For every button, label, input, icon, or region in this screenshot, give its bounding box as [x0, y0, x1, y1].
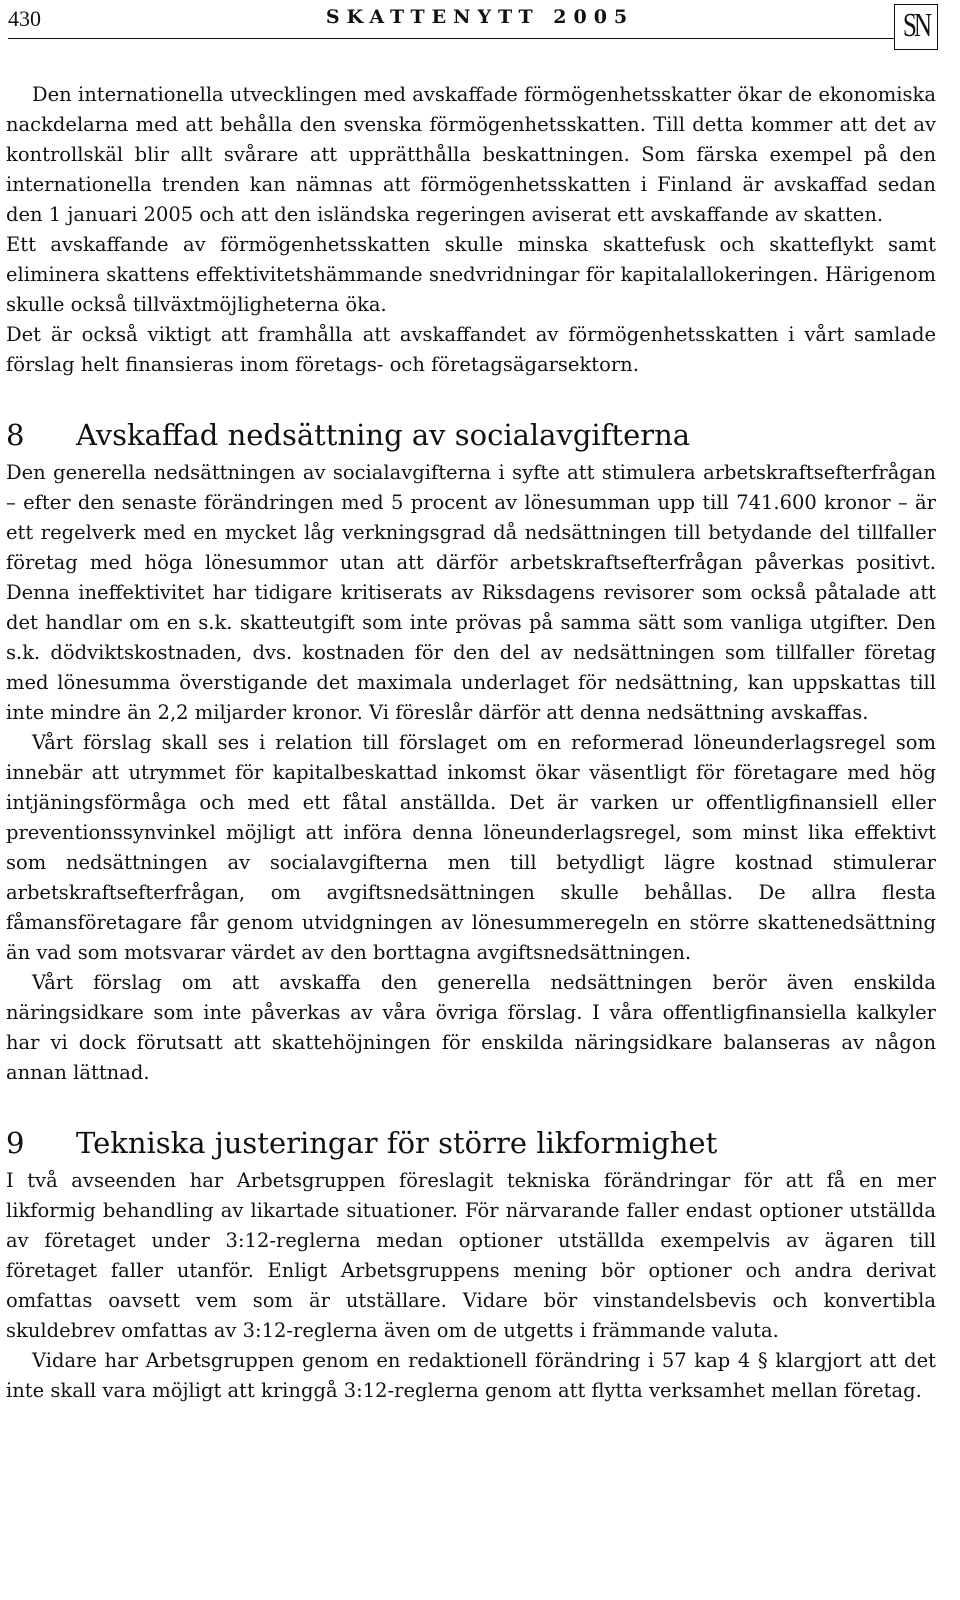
section-title: Avskaffad nedsättning av socialavgifterna: [76, 418, 691, 452]
paragraph: Vårt förslag om att avskaffa den generella nedsättningen berör även enskilda näringsidkare som inte påverkas av våra övriga förslag. I våra offentligfinansiella kalkyler har vi dock förutsatt att skattehöjningen för enskilda näringsidkare balanseras av någon annan lättnad.: [6, 971, 936, 1084]
logo-text: SN: [902, 7, 930, 44]
sn-logo: [894, 4, 938, 50]
page-number: 430: [8, 6, 41, 31]
section-number: 8: [6, 418, 25, 452]
section-heading: [6, 1124, 936, 1162]
paragraph: Vårt förslag skall ses i relation till förslaget om en reformerad löneunderlagsregel som innebär att utrymmet för kapitalbeskattad inkomst ökar väsentligt för företagare med hög intjäningsförmåga och med ett fåtal anställda. Det är varken ur offentligfinansiell eller preventionssynvinkel möjligt att införa denna löneunderlagsregel, som minst lika effektivt som nedsättningen av socialavgifterna men till betydligt lägre kostnad stimulerar arbetskraftsefterfrågan, om avgiftsnedsättningen skulle behållas. De allra flesta fåmansföretagare får genom utvidgningen av lönesummeregeln en större skattenedsättning än vad som motsvarar värdet av den borttagna avgiftsnedsättningen.: [6, 731, 936, 964]
header-rule: [8, 38, 894, 39]
section-title: Tekniska justeringar för större likformighet: [76, 1126, 718, 1160]
paragraph: Det är också viktigt att framhålla att avskaffandet av förmögenhetsskatten i vårt samlade förslag helt finansieras inom företags- och företagsägarsektorn.: [6, 323, 936, 376]
running-title: SKATTENYTT 2005: [325, 6, 635, 28]
paragraph: Den generella nedsättningen av socialavgifterna i syfte att stimulera arbetskraftsefterfrågan – efter den senaste förändringen med 5 procent av lönesumman upp till 741.600 kronor – är ett regelverk med en mycket låg verkningsgrad då nedsättningen till betydande del tillfaller företag med höga lönesummor utan att därför arbetskraftsefterfrågan påverkas positivt. Denna ineffektivitet har tidigare kritiserats av Riksdagens revisorer som också påtalade att det handlar om en s.k. skatteutgift som inte prövas på samma sätt som vanliga utgifter. Den s.k. dödviktskostnaden, dvs. kostnaden för den del av nedsättningen som tillfaller företag med lönesumma överstigande det maximala underlaget för nedsättning, kan uppskattas till inte mindre än 2,2 miljarder kronor. Vi föreslår därför att denna nedsättning avskaffas.: [6, 461, 936, 724]
article-body: [6, 80, 936, 1406]
paragraph: Ett avskaffande av förmögenhetsskatten skulle minska skattefusk och skatteflykt samt eliminera skattens effektivitetshämmande snedvridningar för kapitalallokeringen. Härigenom skulle också tillväxtmöjligheterna öka.: [6, 233, 936, 316]
paragraph: I två avseenden har Arbetsgruppen föreslagit tekniska förändringar för att få en mer likformig behandling av likartade situationer. För närvarande faller endast optioner utställda av företaget under 3:12-reglerna medan optioner utställda exempelvis av ägaren till företaget faller utanför. Enligt Arbetsgruppens mening bör optioner och andra derivat omfattas oavsett vem som är utställare. Vidare bör vinstandelsbevis och konvertibla skuldebrev omfattas av 3:12-reglerna även om de utgetts i främmande valuta.: [6, 1169, 936, 1342]
page-header: [0, 0, 960, 60]
section-heading: [6, 416, 936, 454]
paragraph: Vidare har Arbetsgruppen genom en redaktionell förändring i 57 kap 4 § klargjort att det inte skall vara möjligt att kringgå 3:12-reglerna genom att flytta verksamhet mellan företag.: [6, 1349, 936, 1402]
section-number: 9: [6, 1126, 25, 1160]
paragraph: Den internationella utvecklingen med avskaffade förmögenhetsskatter ökar de ekonomiska nackdelarna med att behålla den svenska förmögenhetsskatten. Till detta kommer att det av kontrollskäl blir allt svårare att upprätthålla beskattningen. Som färska exempel på den internationella trenden kan nämnas att förmögenhetsskatten i Finland är avskaffad sedan den 1 januari 2005 och att den isländska regeringen aviserat ett avskaffande av skatten.: [6, 83, 936, 226]
